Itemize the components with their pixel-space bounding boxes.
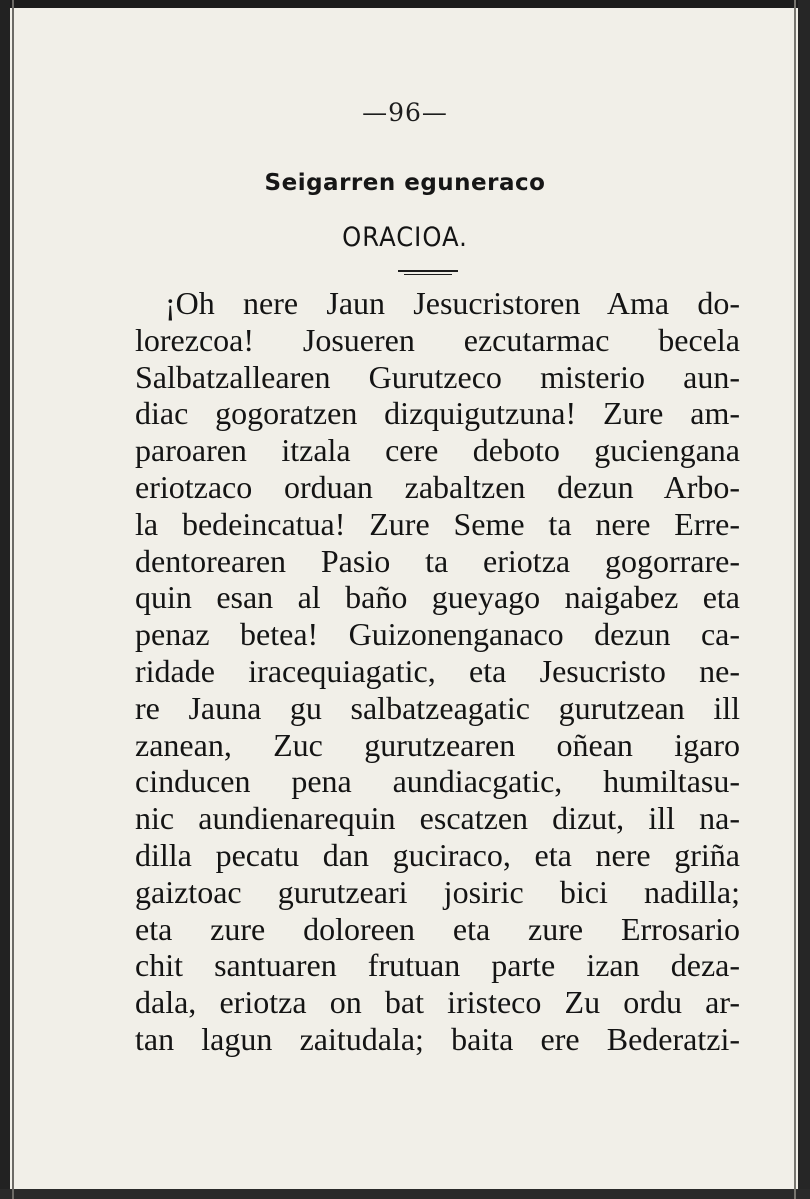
section-title: ORACIOA. (342, 222, 468, 253)
title-rule-lower (404, 274, 452, 275)
text-line: tan lagun zaitudala; baita ere Bederatzi- (135, 1020, 740, 1057)
title-rule (398, 270, 458, 272)
text-line: dala, eriotza on bat iristeco Zu ordu ar- (135, 984, 740, 1021)
text-line: eta zure doloreen eta zure Errosario (135, 910, 740, 947)
text-line: ridade iracequiagatic, eta Jesucristo ne- (135, 652, 740, 689)
text-line: ¡Oh nere Jaun Jesucristoren Ama do- (165, 285, 740, 321)
section-subtitle: Seigarren eguneraco (264, 170, 546, 196)
page-number: —96— (362, 98, 448, 127)
text-line: nic aundienarequin escatzen dizut, ill na- (135, 800, 740, 837)
text-line: dentorearen Pasio ta eriotza gogorrare- (135, 542, 740, 579)
text-line: eriotzaco orduan zabaltzen dezun Arbo- (135, 468, 740, 505)
text-line: dilla pecatu dan guciraco, eta nere griña (135, 836, 740, 873)
scan-border-top (0, 0, 810, 8)
text-line: paroaren itzala cere deboto guciengana (135, 432, 740, 469)
text-line: lorezcoa! Josueren ezcutarmac becela (135, 321, 740, 358)
text-line: Salbatzallearen Gurutzeco misterio aun- (135, 358, 740, 395)
text-line: diac gogoratzen dizquigutzuna! Zure am- (135, 395, 740, 432)
text-line: penaz betea! Guizonenganaco dezun ca- (135, 616, 740, 653)
text-line: chit santuaren frutuan parte izan deza- (135, 947, 740, 984)
text-line: cinducen pena aundiacgatic, humiltasu- (135, 763, 740, 800)
scan-border-bottom (0, 1189, 810, 1199)
text-line: re Jauna gu salbatzeagatic gurutzean ill (135, 689, 740, 726)
text-line: gaiztoac gurutzeari josiric bici nadilla; (135, 873, 740, 910)
text-line: zanean, Zuc gurutzearen oñean igaro (135, 726, 740, 763)
prayer-text (135, 285, 740, 1058)
text-line: quin esan al baño gueyago naigabez eta (135, 579, 740, 616)
text-line: la bedeincatua! Zure Seme ta nere Erre- (135, 505, 740, 542)
